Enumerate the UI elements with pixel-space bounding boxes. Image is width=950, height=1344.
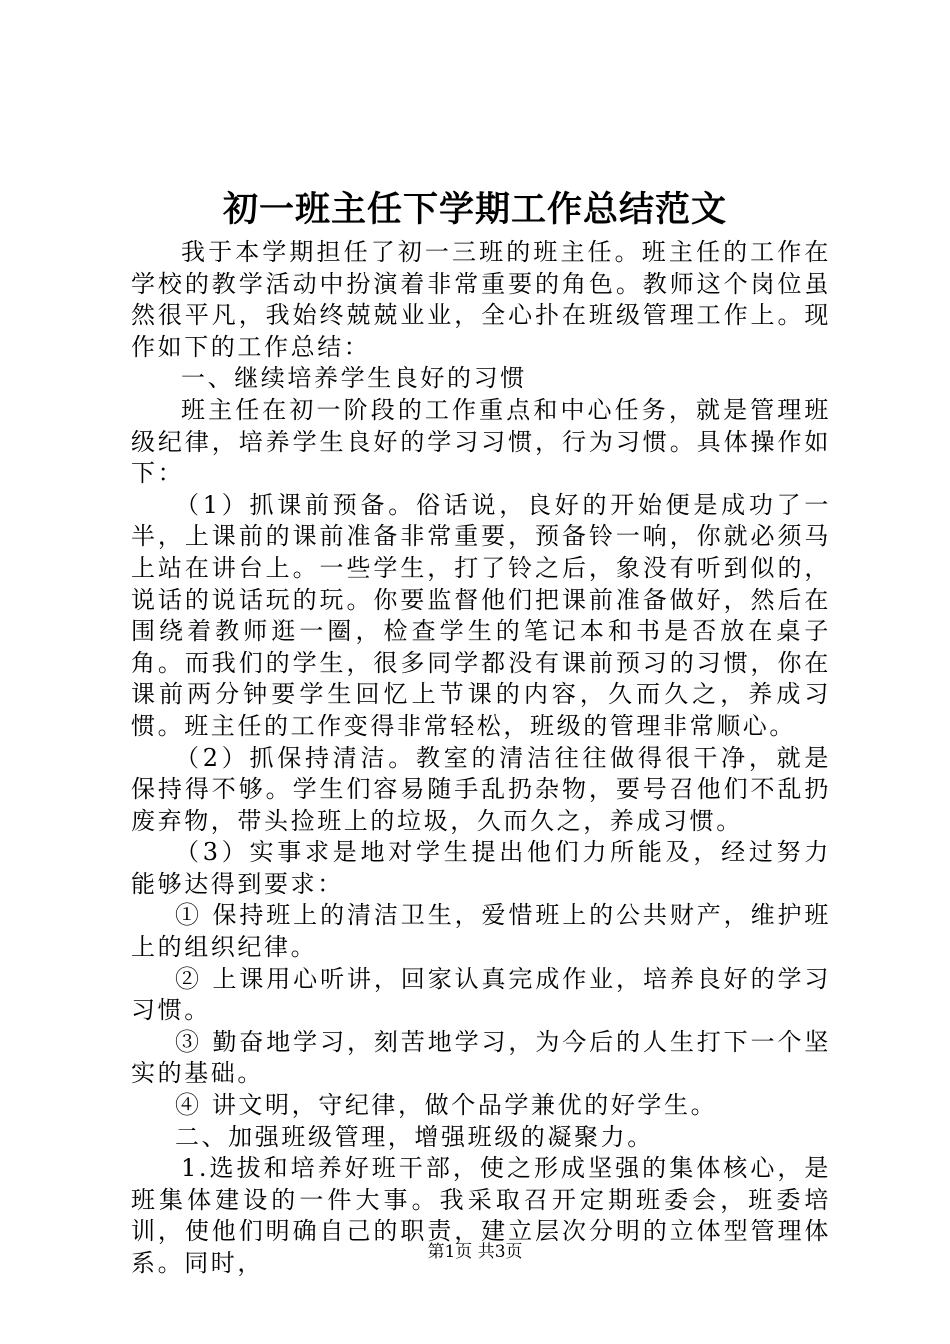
paragraph-focus: 班主任在初一阶段的工作重点和中心任务，就是管理班级纪律，培养学生良好的学习习惯，行为习惯。具体操作如下： xyxy=(131,395,831,488)
paragraph-class-leaders: 1.选拔和培养好班干部，使之形成坚强的集体核心，是班集体建设的一件大事。我采取召开定期班委会，班委培训，使他们明确自己的职责，建立层次分明的立体型管理体系。同时， xyxy=(131,1154,831,1277)
list-item-circled-4: ④ 讲文明，守纪律，做个品学兼优的好学生。 xyxy=(175,1091,718,1120)
section-heading-1: 一、继续培养学生良好的习惯 xyxy=(181,364,527,393)
document-body xyxy=(131,237,831,1280)
list-item-circled-2: ② 上课用心听讲，回家认真完成作业，培养良好的学习习惯。 xyxy=(131,964,831,1025)
page-footer: 第1页 共3页 xyxy=(427,1242,523,1262)
list-item-circled-1: ① 保持班上的清洁卫生，爱惜班上的公共财产，维护班上的组织纪律。 xyxy=(131,901,831,962)
paragraph-item-1: （1）抓课前预备。俗话说，良好的开始便是成功了一半，上课前的课前准备非常重要，预备铃一响，你就必须马上站在讲台上。一些学生，打了铃之后，象没有听到似的，说话的说话玩的玩。你要监督他们把课前准备做好，然后在围绕着教师逛一圈，检查学生的笔记本和书是否放在桌子角。而我们的学生，很多同学都没有课前预习的习惯，你在课前两分钟要学生回忆上节课的内容，久而久之，养成习惯。班主任的工作变得非常轻松，班级的管理非常顺心。 xyxy=(131,490,831,740)
paragraph-intro: 我于本学期担任了初一三班的班主任。班主任的工作在学校的教学活动中扮演着非常重要的角色。教师这个岗位虽然很平凡，我始终兢兢业业，全心扑在班级管理工作上。现作如下的工作总结： xyxy=(131,238,831,361)
paragraph-item-2: （2）抓保持清洁。教室的清洁往往做得很干净，就是保持得不够。学生们容易随手乱扔杂物，要号召他们不乱扔废弃物，带头捡班上的垃圾，久而久之，养成习惯。 xyxy=(131,743,831,835)
paragraph-item-3: （3）实事求是地对学生提出他们力所能及，经过努力能够达得到要求： xyxy=(131,838,831,898)
document-title: 初一班主任下学期工作总结范文 xyxy=(222,189,727,230)
list-item-circled-3: ③ 勤奋地学习，刻苦地学习，为今后的人生打下一个坚实的基础。 xyxy=(131,1027,831,1088)
section-heading-2: 二、加强班级管理，增强班级的凝聚力。 xyxy=(175,1122,654,1151)
